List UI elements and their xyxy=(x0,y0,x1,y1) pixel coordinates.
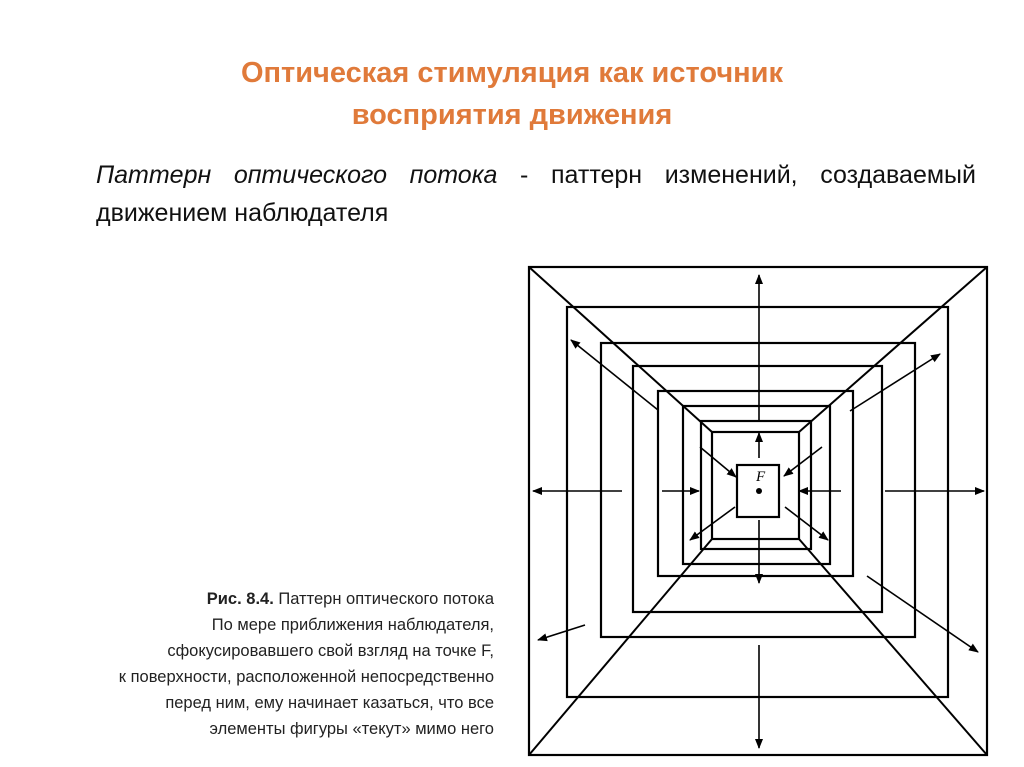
focus-label: F xyxy=(756,469,766,485)
flow-arrow xyxy=(700,447,736,477)
caption-line: к поверхности, расположенной непосредственно xyxy=(118,668,494,686)
intro-definition: - паттерн изменений, создаваемый движением наблюдателя xyxy=(96,161,976,227)
flow-arrow xyxy=(538,625,585,640)
caption-line: перед ним, ему начинает казаться, что все xyxy=(165,694,494,712)
caption-line: По мере приближения наблюдателя, xyxy=(211,616,494,634)
flow-arrow xyxy=(850,354,940,411)
title-line-2: восприятия движения xyxy=(351,99,673,131)
flow-arrow xyxy=(571,340,658,410)
flow-arrow xyxy=(784,447,822,476)
figure-caption xyxy=(96,586,494,742)
flow-arrow xyxy=(867,576,978,652)
focus-point xyxy=(756,488,762,494)
corner-diagonal xyxy=(799,267,987,432)
caption-title: Паттерн оптического потока xyxy=(273,590,494,608)
title-line-1: Оптическая стимуляция как источник xyxy=(240,57,784,89)
corner-diagonal xyxy=(529,539,712,755)
caption-line: элементы фигуры «текут» мимо него xyxy=(209,720,494,738)
intro-term: Паттерн оптического потока xyxy=(96,161,498,189)
slide-title xyxy=(0,52,1024,136)
flow-arrow xyxy=(785,507,828,540)
corner-diagonal xyxy=(529,267,712,432)
caption-number: Рис. 8.4. xyxy=(206,590,274,608)
caption-line: сфокусировавшего свой взгляд на точке F, xyxy=(167,642,494,660)
corner-diagonal xyxy=(799,539,987,755)
caption-heading xyxy=(96,586,494,612)
intro-paragraph xyxy=(96,156,976,232)
optical-flow-diagram xyxy=(527,265,991,757)
